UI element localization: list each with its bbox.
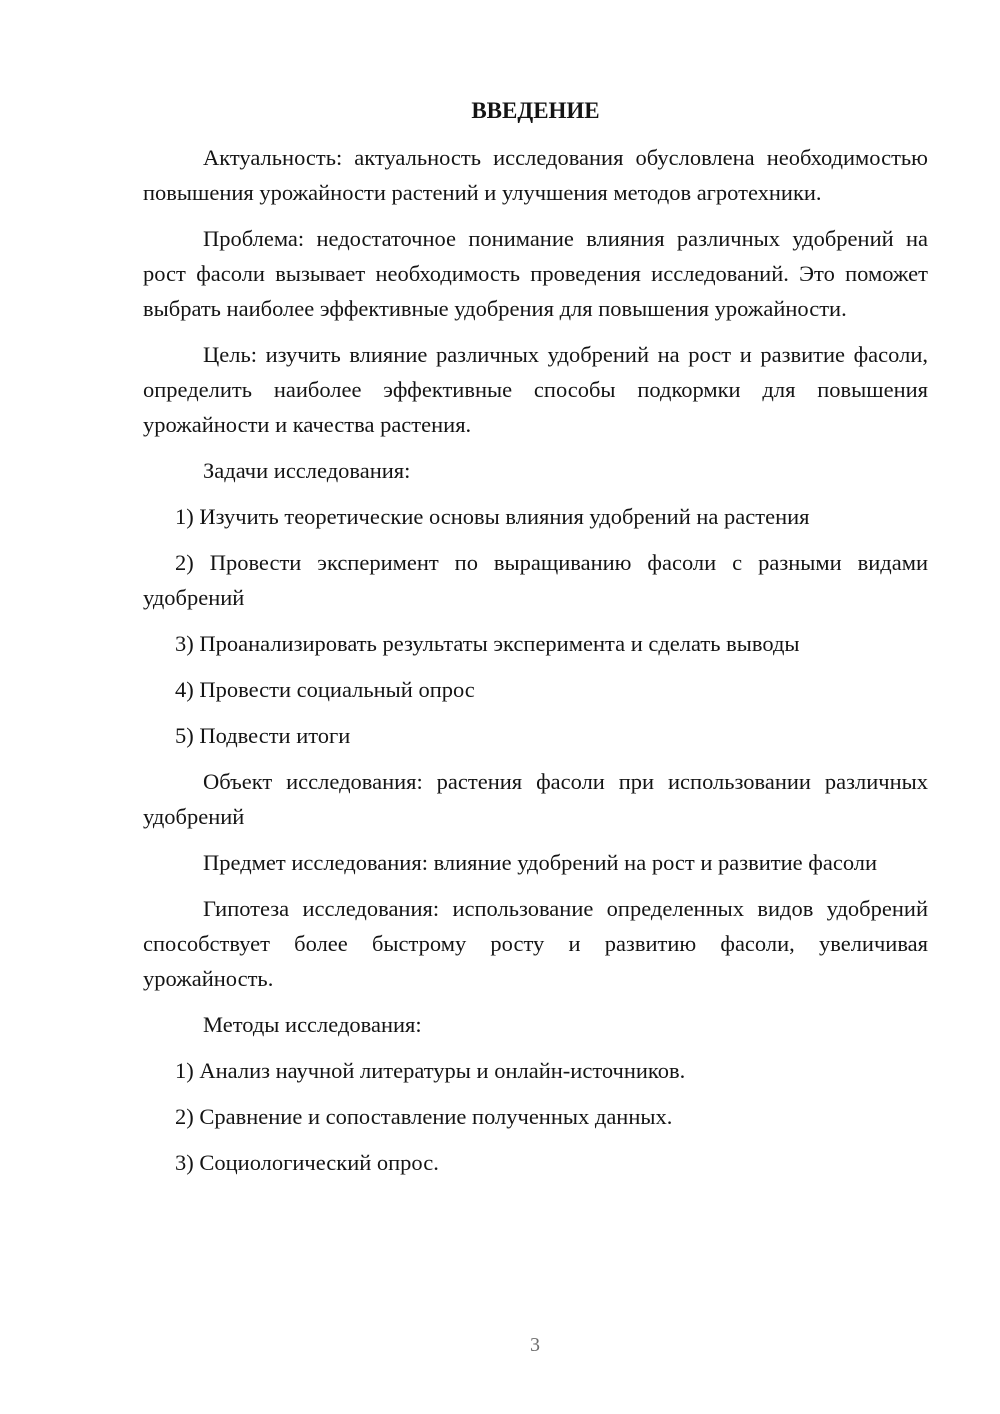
task-item: 1) Изучить теоретические основы влияния удобрений на растения bbox=[175, 504, 810, 529]
task-item: 4) Провести социальный опрос bbox=[175, 677, 475, 702]
tasks-heading: Задачи исследования: bbox=[203, 458, 411, 483]
methods-heading: Методы исследования: bbox=[203, 1012, 422, 1037]
relevance-paragraph: Актуальность: актуальность исследования обусловлена необходимостью повышения урожайности растений и улучшения методов агротехники. bbox=[143, 145, 928, 205]
method-item: 1) Анализ научной литературы и онлайн-источников. bbox=[175, 1058, 686, 1083]
task-item: 2) Провести эксперимент по выращиванию фасоли с разными видами удобрений bbox=[143, 550, 928, 610]
goal-paragraph: Цель: изучить влияние различных удобрений на рост и развитие фасоли, определить наиболее эффективные способы подкормки для повышения урожайности и качества растения. bbox=[143, 342, 928, 437]
section-title: ВВЕДЕНИЕ bbox=[471, 98, 600, 123]
hypothesis-paragraph: Гипотеза исследования: использование определенных видов удобрений способствует более быстрому росту и развитию фасоли, увеличивая урожайность. bbox=[143, 896, 928, 991]
method-item: 2) Сравнение и сопоставление полученных данных. bbox=[175, 1104, 673, 1129]
document-page bbox=[143, 96, 928, 1191]
task-item: 3) Проанализировать результаты эксперимента и сделать выводы bbox=[175, 631, 800, 656]
page-number: 3 bbox=[530, 1334, 540, 1356]
object-paragraph: Объект исследования: растения фасоли при использовании различных удобрений bbox=[143, 769, 928, 829]
problem-paragraph: Проблема: недостаточное понимание влияния различных удобрений на рост фасоли вызывает необходимость проведения исследований. Это поможет выбрать наиболее эффективные удобрения для повышения урожайности. bbox=[143, 226, 928, 321]
task-item: 5) Подвести итоги bbox=[175, 723, 351, 748]
subject-paragraph: Предмет исследования: влияние удобрений на рост и развитие фасоли bbox=[203, 850, 878, 875]
method-item: 3) Социологический опрос. bbox=[175, 1150, 439, 1175]
